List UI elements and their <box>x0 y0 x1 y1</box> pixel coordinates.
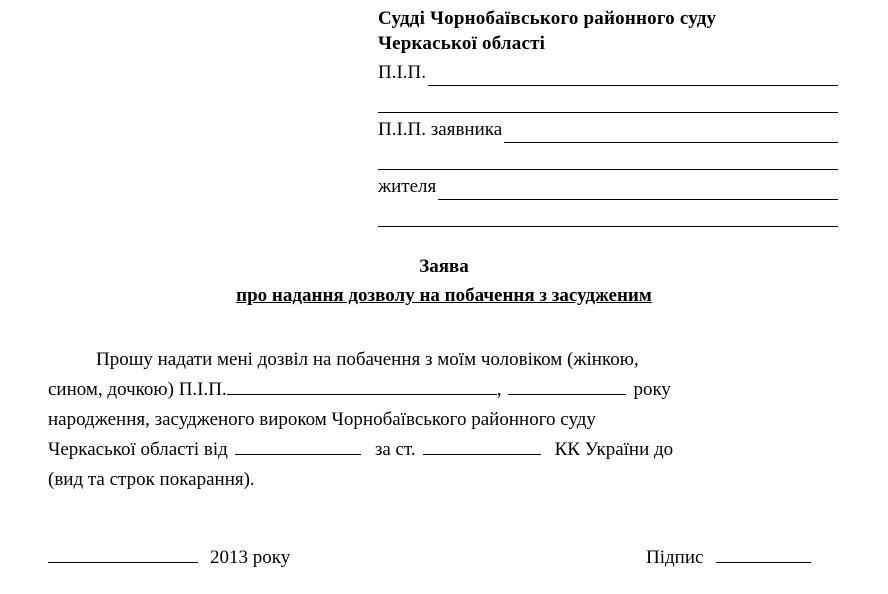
judge-name-label: П.І.П. <box>378 62 427 83</box>
resident-label: жителя <box>378 176 437 197</box>
date-input[interactable] <box>48 547 198 563</box>
addressee-court-line: Судді Чорнобаївського районного суду <box>378 8 717 29</box>
footer-block <box>48 545 840 571</box>
article-number-input[interactable] <box>423 439 541 455</box>
birth-year-input[interactable] <box>508 379 626 395</box>
footer-signature-row <box>646 545 811 571</box>
body-line-3-text: народження, засудженого вироком Чорнобаївського районного суду <box>48 409 596 430</box>
judge-name-input[interactable] <box>428 68 838 86</box>
body-line-2 <box>48 375 840 405</box>
judge-name-extra-line[interactable] <box>378 92 838 113</box>
applicant-name-input[interactable] <box>504 125 838 143</box>
footer-year-label: 2013 року <box>210 547 291 568</box>
body-line-1 <box>48 345 840 375</box>
resident-field-row <box>378 174 838 200</box>
body-line-4 <box>48 435 840 465</box>
body-line-1-text: Прошу надати мені дозвіл на побачення з моїм чоловіком (жінкою, <box>96 349 639 370</box>
applicant-name-extra-line[interactable] <box>378 149 838 170</box>
body-line-3 <box>48 405 840 435</box>
judge-name-field-row <box>378 60 838 86</box>
addressee-region-line: Черкаської області <box>378 33 546 54</box>
body-line-2-text-b: року <box>633 379 671 400</box>
body-line-5 <box>48 465 840 495</box>
convict-name-input[interactable] <box>227 379 497 395</box>
body-line-5-text: (вид та строк покарання). <box>48 469 255 490</box>
body-line-2-comma: , <box>496 379 502 400</box>
signature-label: Підпис <box>646 547 704 568</box>
body-line-4-text-b: за ст. <box>374 439 416 460</box>
body-line-2-text-a: сином, дочкою) П.І.П. <box>48 379 227 400</box>
addressee-block <box>378 6 838 227</box>
resident-extra-line[interactable] <box>378 206 838 227</box>
body-line-4-text-a: Черкаської області від <box>48 439 228 460</box>
page-title: Заява <box>419 256 469 277</box>
applicant-name-field-row <box>378 117 838 143</box>
resident-input[interactable] <box>438 182 838 200</box>
body-block <box>48 345 840 495</box>
verdict-date-input[interactable] <box>235 439 361 455</box>
page-subtitle: про надання дозволу на побачення з засудженим <box>236 285 652 306</box>
signature-input[interactable] <box>716 547 811 563</box>
body-line-4-text-c: КК України до <box>554 439 674 460</box>
applicant-name-label: П.І.П. заявника <box>378 119 503 140</box>
title-block <box>0 255 888 309</box>
